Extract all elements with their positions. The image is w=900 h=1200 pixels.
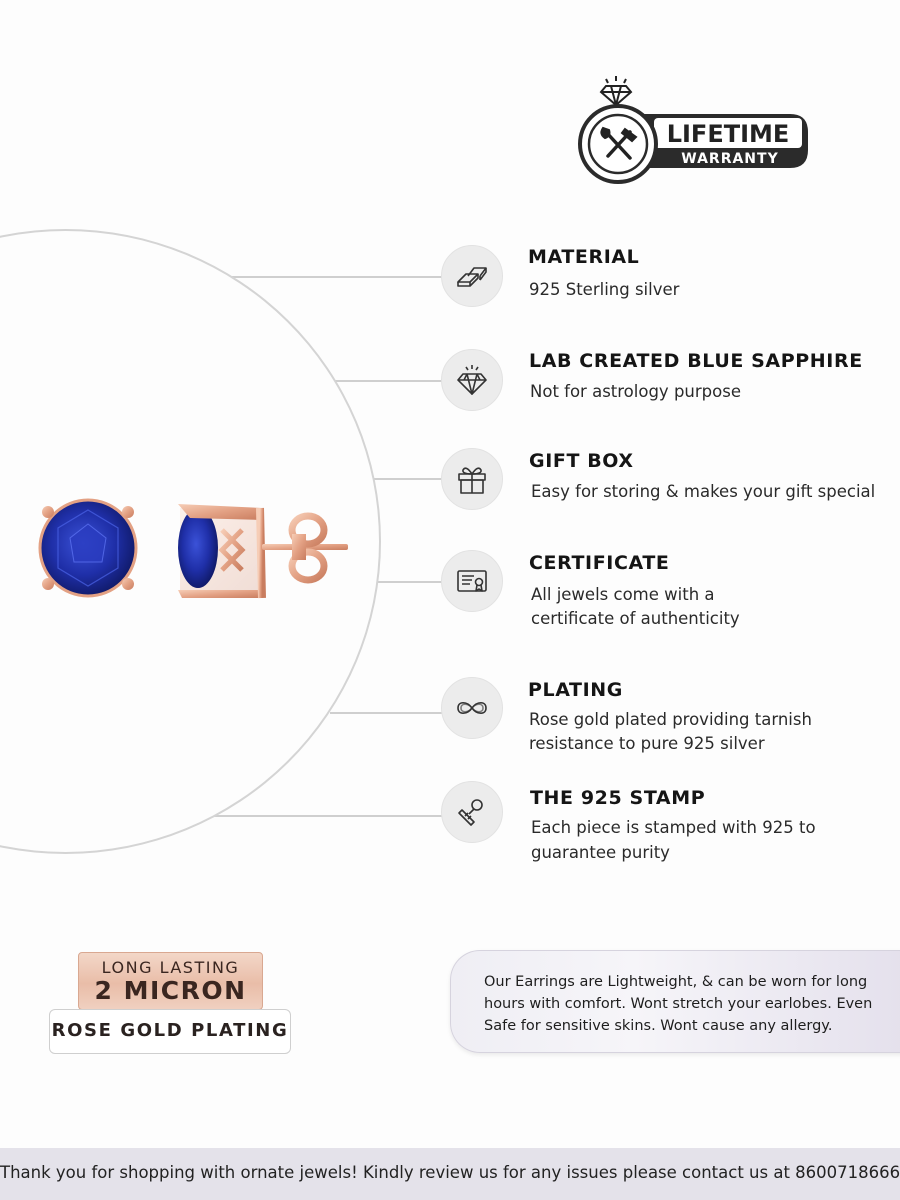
- micron-label: 2 MICRON: [94, 976, 247, 1005]
- lifetime-warranty-badge: [578, 74, 810, 186]
- feature-title-certificate: CERTIFICATE: [529, 552, 670, 574]
- badge-line2: WARRANTY: [681, 151, 779, 167]
- feature-desc-sapphire: Not for astrology purpose: [530, 382, 741, 401]
- feature-desc-certificate-line1: All jewels come with a: [531, 585, 715, 604]
- certificate-icon: [454, 563, 490, 599]
- diamond-icon: [454, 362, 490, 398]
- rose-gold-plating-label: ROSE GOLD PLATING: [49, 1009, 291, 1054]
- earring-front-view: [40, 500, 136, 596]
- earring-side-view: [178, 504, 348, 598]
- feature-desc-gift-box: Easy for storing & makes your gift special: [531, 482, 876, 501]
- comfort-note-text: Our Earrings are Lightweight, & can be worn for long hours with comfort. Wont stretch your earlobes. Even Safe for sensitive skins. Wont cause any allergy.: [484, 974, 873, 1034]
- feature-desc-material: 925 Sterling silver: [529, 280, 680, 299]
- feature-desc-plating-line2: resistance to pure 925 silver: [529, 734, 765, 753]
- plating-icon-circle: [441, 677, 503, 739]
- badge-line1: LIFETIME: [666, 120, 790, 148]
- feature-title-gift-box: GIFT BOX: [529, 450, 634, 472]
- feature-desc-stamp-line2: guarantee purity: [531, 843, 670, 862]
- sapphire-icon-circle: [441, 349, 503, 411]
- feature-desc-plating-line1: Rose gold plated providing tarnish: [529, 710, 812, 729]
- connector-line: [370, 478, 442, 480]
- feature-title-plating: PLATING: [528, 679, 623, 701]
- feature-title-sapphire: LAB CREATED BLUE SAPPHIRE: [529, 350, 863, 372]
- long-lasting-label: LONG LASTING: [101, 958, 240, 977]
- comfort-note: [450, 950, 900, 1053]
- connector-line: [330, 712, 442, 714]
- feature-title-material: MATERIAL: [528, 246, 640, 268]
- stamp-icon-circle: [441, 781, 503, 843]
- feature-desc-stamp-line1: Each piece is stamped with 925 to: [531, 818, 816, 837]
- connector-line: [378, 581, 442, 583]
- connector-line: [230, 276, 442, 278]
- feature-title-stamp: THE 925 STAMP: [530, 787, 706, 809]
- silver-bars-icon: [454, 258, 490, 294]
- gift-box-icon: [454, 461, 490, 497]
- infinity-icon: [454, 690, 490, 726]
- footer-message: Thank you for shopping with ornate jewels! Kindly review us for any issues please contact us at 8600718666: [0, 1148, 900, 1200]
- earring-image: [30, 490, 360, 610]
- stamp-icon: [454, 794, 490, 830]
- connector-line: [210, 815, 442, 817]
- long-lasting-badge: [78, 952, 263, 1010]
- diamond-icon: [601, 76, 631, 105]
- material-icon-circle: [441, 245, 503, 307]
- feature-desc-certificate-line2: certificate of authenticity: [531, 609, 740, 628]
- certificate-icon-circle: [441, 550, 503, 612]
- gift-box-icon-circle: [441, 448, 503, 510]
- connector-line: [330, 380, 442, 382]
